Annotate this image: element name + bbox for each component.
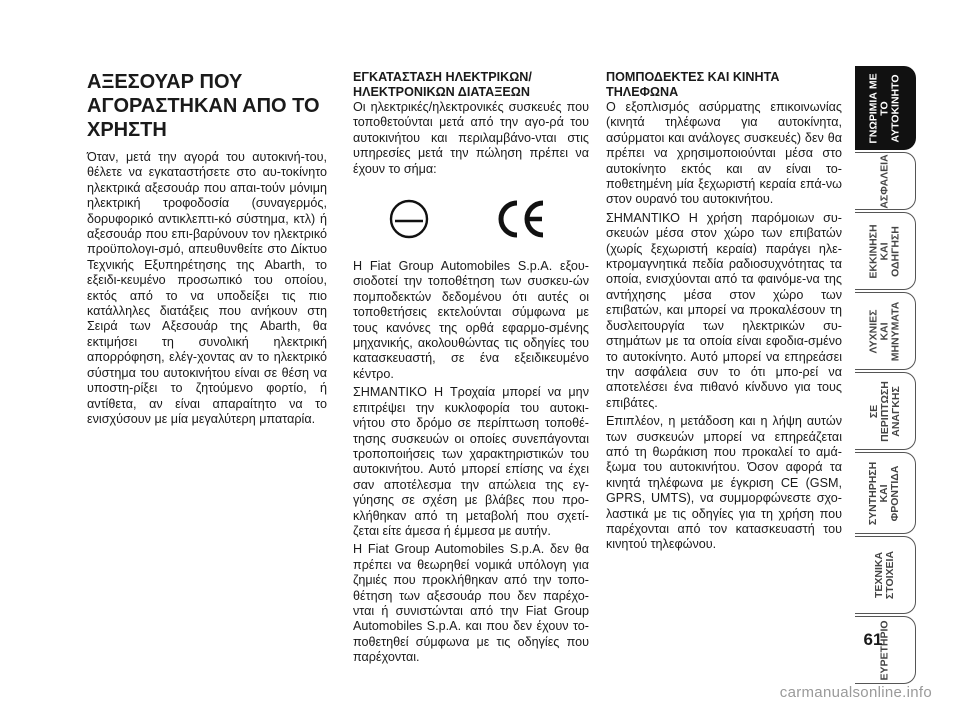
- ce-mark-icon: [495, 197, 547, 241]
- middle-column: [353, 70, 589, 669]
- installation-paragraph-2: Η Fiat Group Automobiles S.p.A. εξου-σιοδοτεί την τοποθέτηση των συσκευ-ών πομποδεκτών δεδομένου ότι αυτές οι τοποθετήσεις εκτελούνται σύμφωνα με τους κανόνες της ορθά εφαρμο-σμένης μηχανικής, ακολουθώντας τις οδηγίες του κατασκευαστή, σε ένα εξειδικευμένο κέντρο.: [353, 259, 589, 381]
- tab-safety[interactable]: [855, 152, 916, 210]
- e-mark-icon: [387, 197, 431, 241]
- installation-paragraph-4: Η Fiat Group Automobiles S.p.A. δεν θα πρέπει να θεωρηθεί νομικά υπόλογη για ζημιές που προκλήθηκαν από την τοπο-θέτηση των αξεσουάρ που δεν παρέχο-νται ή συνιστώνται από την Fiat Group Automobiles S.p.A. και που δεν έχουν το-ποθετηθεί σύμφωνα με τις οδηγίες που παρέχονται.: [353, 542, 589, 665]
- tab-label: ΕΥΡΕΤΗΡΙΟ: [878, 619, 891, 681]
- page-number: 61: [863, 630, 883, 649]
- left-column: [87, 70, 327, 430]
- tab-label: ΛΥΧΝΙΕΣ ΚΑΙ ΜΗΝΥΜΑΤΑ: [867, 301, 902, 361]
- tab-starting-driving[interactable]: [855, 212, 916, 290]
- section-title-installation: ΕΓΚΑΤΑΣΤΑΣΗ ΗΛΕΚΤΡΙΚΩΝ/ ΗΛΕΚΤΡΟΝΙΚΩΝ ΔΙΑΤΑΞΕΩΝ: [353, 70, 532, 99]
- compliance-marks: [353, 185, 589, 249]
- accessories-paragraph: Όταν, μετά την αγορά του αυτοκινή-του, θέλετε να εγκαταστήσετε στο αυ-τοκίνητο ηλεκτρικά αξεσουάρ που απαι-τούν μόνιμη ηλεκτρική τροφοδοσία (συναγερμός, δορυφορικό αντικλεπτι-κό σύστημα, κτλ) ή αξεσουάρ που επι-βαρύνουν τον ηλεκτρικό προϋπολογι-σμό, απευθυνθείτε στο Δίκτυο Τεχνικής Εξυπηρέτησης της Abarth, το εξειδι-κευμένο προσωπικό του οποίου, εκτός από το να υποδείξει τις πιο κατάλληλες διατάξεις που ανήκουν στη Σειρά των Αξεσουάρ της Abarth, θα εκτιμήσει τη συνολική ηλεκτρική απορρόφηση, ελέγ-χοντας αν το ηλεκτρικό σύστημα του αυτοκινήτου είναι σε θέση να υποστη-ρίξει το ζητούμενο φορτίο, ή αντίθετα, αν είναι απαραίτητο να το ενισχύσουν με μία μεγαλύτερη μπαταρία.: [87, 150, 327, 426]
- transmitters-paragraph-3: Επιπλέον, η μετάδοση και η λήψη αυτών των συσκευών μπορεί να επηρεάζεται από τη θωράκιση που προκαλεί το αμά-ξωμα του αυτοκινήτου. Όσον αφορά τα κινητά τηλέφωνα με έγκριση CE (GSM, GPRS, UMTS), να συμμορφώνεστε σχο-λαστικά με τις οδηγίες για τη χρήση που παρέχονται από τον κατασκευαστή του κινητού τηλεφώνου.: [606, 414, 842, 552]
- tab-maintenance[interactable]: [855, 452, 916, 534]
- transmitters-paragraph-2: ΣΗΜΑΝΤΙΚΟ Η χρήση παρόμοιων συ-σκευών μέσα στον χώρο των επιβατών (χωρίς ξεχωριστή κεραία) παράγει ηλε-κτρομαγνητικά πεδία ραδιοσυχνότητας τα οποία, ενισχύονται από τα φαινόμε-να της αντήχησης μέσα στον χώρο των επιβατών, και μπορεί να προκαλέσουν τη δυσλειτουργία των ηλεκτρικών συ-στημάτων με τα οποία είναι εφοδια-σμένο το αυτοκίνητο. Αυτό μπορεί να επηρεάσει την ασφάλεια συν το ότι μπο-ρεί να αποτελέσει ένα πιθανό κίνδυνο για τους επιβάτες.: [606, 210, 842, 410]
- tab-warning-lights[interactable]: [855, 292, 916, 370]
- installation-paragraph-1: Οι ηλεκτρικές/ηλεκτρονικές συσκευές που τοποθετούνται μετά από την αγο-ρά του αυτοκινήτου και περιλαμβάνο-νται στις υπηρεσίες μετά την πώληση πρέπει να έχουν το σήμα:: [353, 100, 589, 176]
- watermark-text: carmanualsonline.info: [779, 684, 932, 701]
- tab-label: ΑΣΦΑΛΕΙΑ: [878, 153, 891, 209]
- section-title-transmitters: ΠΟΜΠΟΔΕΚΤΕΣ ΚΑΙ ΚΙΝΗΤΑ ΤΗΛΕΦΩΝΑ: [606, 70, 780, 99]
- right-column: [606, 70, 842, 556]
- transmitters-paragraph-1: Ο εξοπλισμός ασύρματης επικοινωνίας (κινητά τηλέφωνα για αυτοκίνητα, ασύρματοι και ανάλογες συσκευές) δεν θα πρέπει να χρησιμοποιούνται μέσα στο αυτοκίνητο εκτός και αν είναι το-ποθετημένη μία ξεχωριστή κεραία επά-νω στον ουρανό του αυτοκινήτου.: [606, 100, 842, 207]
- tab-index[interactable]: [855, 616, 916, 684]
- installation-paragraph-3: ΣΗΜΑΝΤΙΚΟ Η Τροχαία μπορεί να μην επιτρέψει την κυκλοφορία του αυτοκι-νήτου στο δρόμο σε περίπτωση τοποθέ-τησης συσκευών οι οποίες συνεπάγονται τροποποιήσεις των χαρακτηριστικών του αυτοκινήτου. Αυτό μπορεί επίσης να έχει σαν αποτέλεσμα την απώλεια της εγ-γύησης σε σχέση με βλάβες που προ-κλήθηκαν από τη μεταβολή που σχετί-ζεται είτε άμεσα ή έμμεσα με αυτήν.: [353, 385, 589, 538]
- tab-label: ΣΥΝΤΗΡΗΣΗ ΚΑΙ ΦΡΟΝΤΙΔΑ: [867, 461, 902, 525]
- tab-emergency[interactable]: [855, 372, 916, 450]
- tab-label: ΓΝΩΡΙΜΙΑ ΜΕ ΤΟ ΑΥΤΟΚΙΝΗΤΟ: [867, 72, 902, 144]
- section-title-accessories: ΑΞΕΣΟΥΑΡ ΠΟΥ ΑΓΟΡΑΣΤΗΚΑΝ ΑΠΟ ΤΟ ΧΡΗΣΤΗ: [87, 71, 320, 141]
- tab-label: ΕΚΚΙΝΗΣΗ ΚΑΙ ΟΔΗΓΗΣΗ: [867, 223, 902, 279]
- tab-knowing-the-car[interactable]: [855, 66, 916, 150]
- tab-label: ΤΕΧΝΙΚΑ ΣΤΟΙΧΕΙΑ: [873, 550, 896, 600]
- tab-technical-data[interactable]: [855, 536, 916, 614]
- tab-label: ΣΕ ΠΕΡΙΠΤΩΣΗ ΑΝΑΓΚΗΣ: [867, 380, 902, 442]
